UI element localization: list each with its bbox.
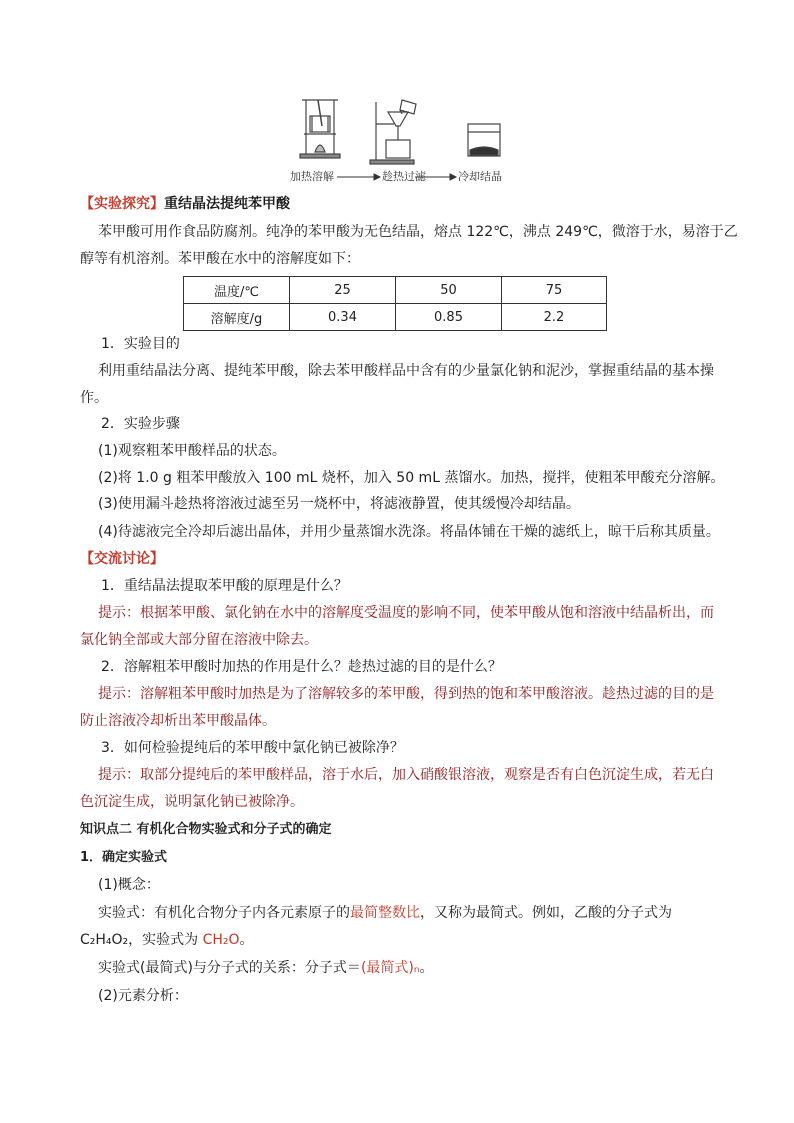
answer-3-line-1: 提示：取部分提纯后的苯甲酸样品，溶于水后，加入硝酸银溶液，观察是否有白色沉淀生成，若无白 bbox=[98, 767, 714, 783]
table-cell: 溶解度/g bbox=[184, 304, 290, 331]
purpose-line-2: 作。 bbox=[80, 390, 108, 406]
relation-highlight: (最简式)ₙ bbox=[360, 960, 420, 976]
table-row bbox=[184, 277, 607, 304]
step-1: (1)观察粗苯甲酸样品的状态。 bbox=[98, 443, 286, 459]
element-analysis-label: (2)元素分析： bbox=[98, 988, 188, 1004]
answer-2-line-1: 提示：溶解粗苯甲酸时加热是为了溶解较多的苯甲酸，得到热的饱和苯甲酸溶液。趁热过滤的目的是 bbox=[98, 686, 714, 702]
table-cell: 0.85 bbox=[396, 304, 502, 331]
step-2: (2)将 1.0 g 粗苯甲酸放入 100 mL 烧杯，加入 50 mL 蒸馏水。加热，搅拌，使粗苯甲酸充分溶解。 bbox=[98, 470, 725, 486]
steps-heading: 2．实验步骤 bbox=[101, 416, 180, 432]
definition-highlight: 最简整数比 bbox=[350, 905, 420, 921]
caption-cooling-crystallization: 冷却结晶 bbox=[458, 170, 502, 183]
caption-hot-filtration: 趁热过滤 bbox=[382, 170, 426, 183]
table-cell: 25 bbox=[290, 277, 396, 304]
intro-line-2: 醇等有机溶剂。苯甲酸在水中的溶解度如下： bbox=[80, 251, 360, 267]
formula-text-a: C₂H₄O₂，实验式为 bbox=[80, 932, 203, 948]
step-3: (3)使用漏斗趁热将溶液过滤至另一烧杯中，将滤液静置，使其缓慢冷却结晶。 bbox=[98, 496, 580, 512]
heading-label: 实验探究 bbox=[94, 196, 150, 212]
purpose-heading: 1．实验目的 bbox=[101, 336, 180, 352]
table-cell: 50 bbox=[396, 277, 502, 304]
concept-label: (1)概念： bbox=[98, 877, 160, 893]
caption-heating-dissolve: 加热溶解 bbox=[290, 170, 334, 183]
intro-line-1: 苯甲酸可用作食品防腐剂。纯净的苯甲酸为无色结晶，熔点 122℃，沸点 249℃，微溶于水，易溶于乙 bbox=[98, 224, 738, 240]
definition-line bbox=[98, 903, 672, 923]
answer-1-line-2: 氯化钠全部或大部分留在溶液中除去。 bbox=[80, 632, 318, 648]
section-heading-experiment bbox=[80, 194, 290, 214]
table-cell: 2.2 bbox=[502, 304, 607, 331]
purpose-line-1: 利用重结晶法分离、提纯苯甲酸，除去苯甲酸样品中含有的少量氯化钠和泥沙，掌握重结晶的基本操 bbox=[98, 363, 714, 379]
formula-line bbox=[80, 930, 254, 950]
heading-bracket-open: 【 bbox=[80, 196, 94, 212]
answer-2-line-2: 防止溶液冷却析出苯甲酸晶体。 bbox=[80, 713, 276, 729]
section2-title: 知识点二 有机化合物实验式和分子式的确定 bbox=[80, 822, 332, 837]
question-3: 3．如何检验提纯后的苯甲酸中氯化钠已被除净？ bbox=[101, 740, 404, 756]
relation-text-b: 。 bbox=[419, 960, 434, 976]
heading-title: 重结晶法提纯苯甲酸 bbox=[164, 196, 290, 212]
apparatus-figure bbox=[290, 96, 520, 188]
discussion-heading: 【交流讨论】 bbox=[80, 551, 164, 567]
definition-text-b: ，又称为最简式。例如，乙酸的分子式为 bbox=[420, 905, 672, 921]
table-cell: 75 bbox=[502, 277, 607, 304]
table-row bbox=[184, 304, 607, 331]
table-cell: 0.34 bbox=[290, 304, 396, 331]
question-1: 1．重结晶法提取苯甲酸的原理是什么？ bbox=[101, 578, 348, 594]
heading-bracket-close: 】 bbox=[150, 196, 164, 212]
definition-text-a: 实验式：有机化合物分子内各元素原子的 bbox=[98, 905, 350, 921]
formula-text-b: 。 bbox=[239, 932, 254, 948]
relation-line bbox=[98, 958, 433, 978]
question-2: 2．溶解粗苯甲酸时加热的作用是什么？趁热过滤的目的是什么？ bbox=[101, 659, 502, 675]
solubility-table bbox=[183, 276, 607, 331]
formula-highlight: CH₂O bbox=[202, 932, 240, 948]
answer-1-line-1: 提示：根据苯甲酸、氯化钠在水中的溶解度受温度的影响不同，使苯甲酸从饱和溶液中结晶析出，而 bbox=[98, 605, 714, 621]
answer-3-line-2: 色沉淀生成，说明氯化钠已被除净。 bbox=[80, 794, 304, 810]
relation-text-a: 实验式(最简式)与分子式的关系：分子式＝ bbox=[98, 960, 361, 976]
table-cell: 温度/℃ bbox=[184, 277, 290, 304]
section2-subheading: 1．确定实验式 bbox=[80, 850, 168, 865]
step-4: (4)待滤液完全冷却后滤出晶体，并用少量蒸馏水洗涤。将晶体铺在干燥的滤纸上，晾干后称其质量。 bbox=[98, 524, 720, 540]
